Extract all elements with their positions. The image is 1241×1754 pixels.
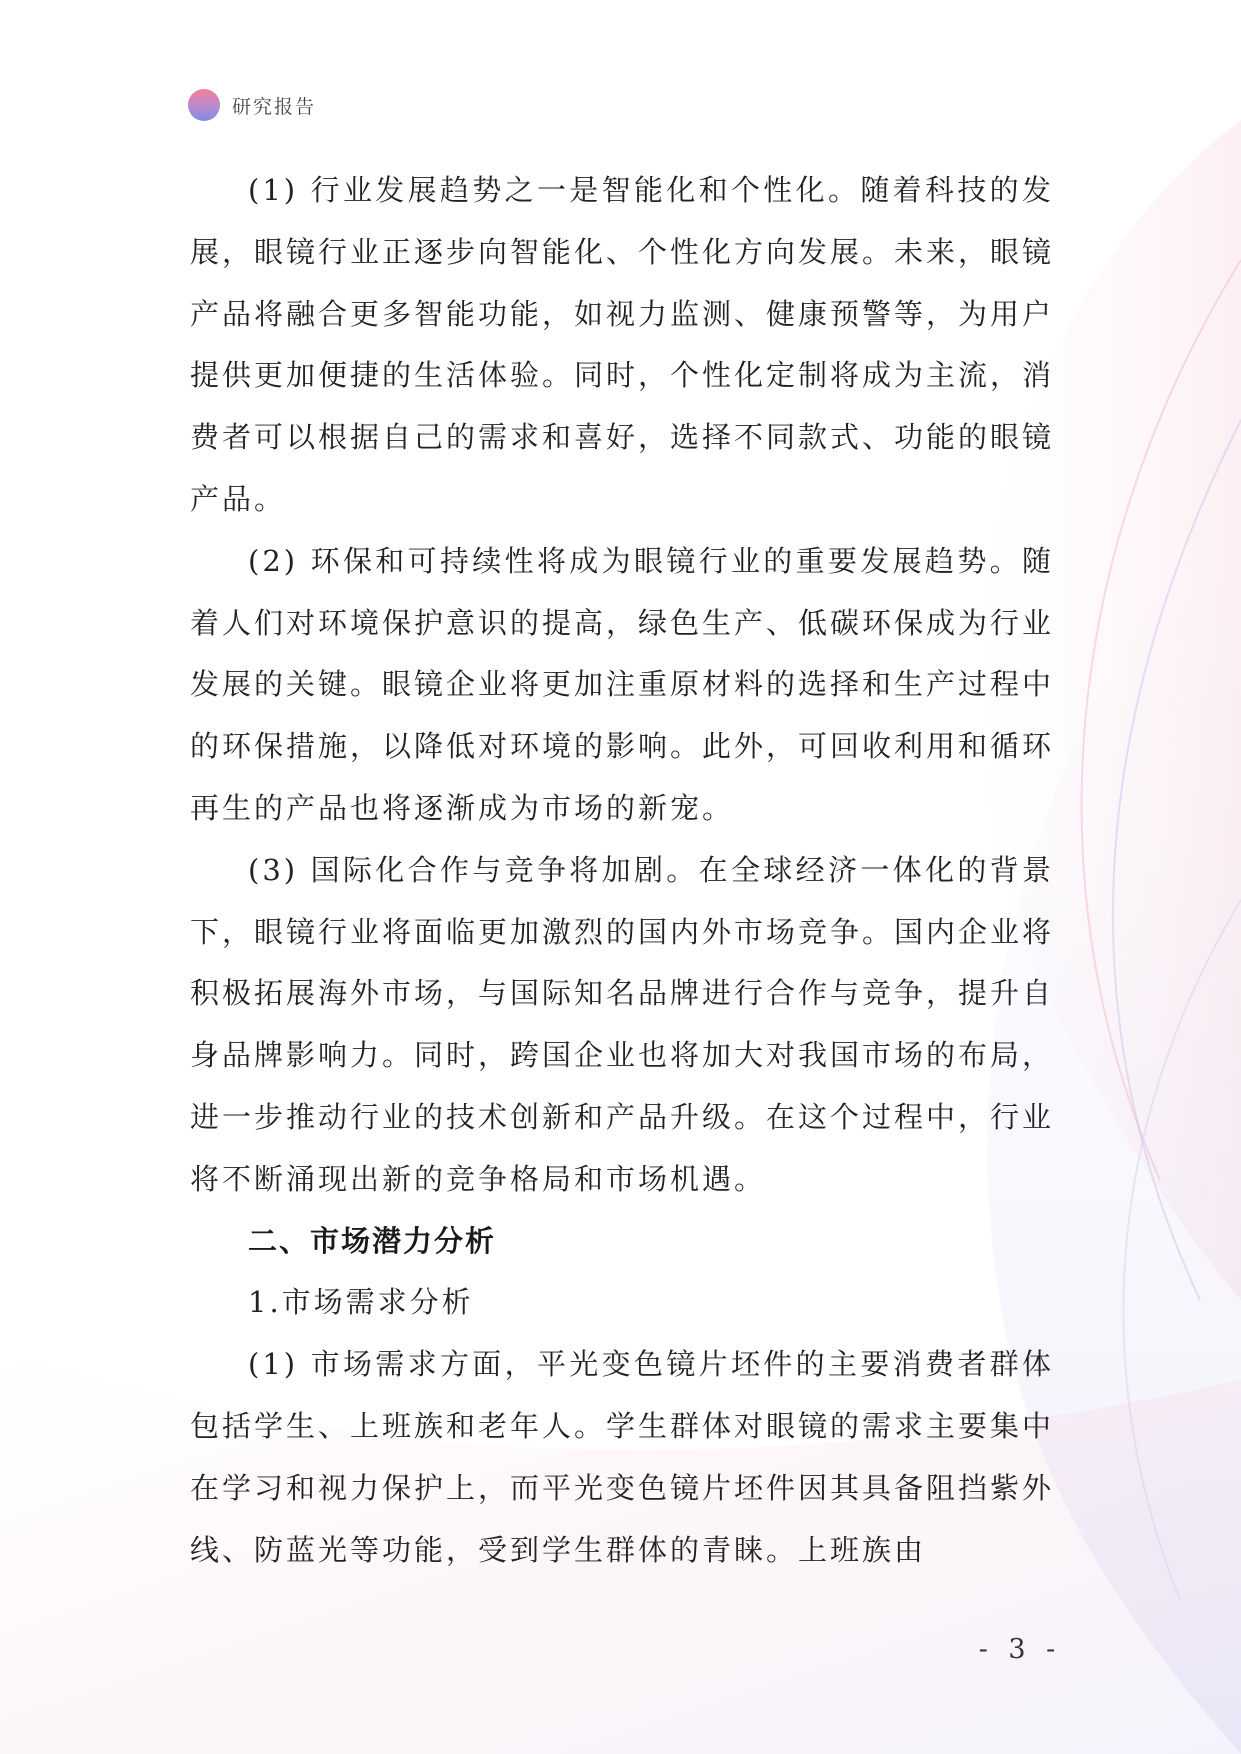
subsection-heading: 1.市场需求分析 (248, 1285, 474, 1320)
page-number: - 3 - (978, 1634, 1062, 1665)
paragraph-trend-2: (2) 环保和可持续性将成为眼镜行业的重要发展趋势。随着人们对环境保护意识的提高，绿色生产、低碳环保成为行业发展的关键。眼镜企业将更加注重原材料的选择和生产过程中的环保措施，以降低对环境的影响。此外，可回收利用和循环再生的产品也将逐渐成为市场的新宠。 (190, 543, 1055, 825)
paragraph-trend-1: (1) 行业发展趋势之一是智能化和个性化。随着科技的发展，眼镜行业正逐步向智能化、个性化方向发展。未来，眼镜产品将融合更多智能功能，如视力监测、健康预警等，为用户提供更加便捷的生活体验。同时，个性化定制将成为主流，消费者可以根据自己的需求和喜好，选择不同款式、功能的眼镜产品。 (190, 173, 1055, 516)
document-body (190, 160, 1054, 1581)
header-title: 研究报告 (232, 95, 317, 118)
paragraph-demand-1: (1) 市场需求方面，平光变色镜片坯件的主要消费者群体包括学生、上班族和老年人。学生群体对眼镜的需求主要集中在学习和视力保护上，而平光变色镜片坯件因其具备阻挡紫外线、防蓝光等功能，受到学生群体的青睐。上班族由 (190, 1347, 1055, 1567)
logo-circle-icon (188, 89, 220, 121)
paragraph-trend-3: (3) 国际化合作与竞争将加剧。在全球经济一体化的背景下，眼镜行业将面临更加激烈的国内外市场竞争。国内企业将积极拓展海外市场，与国际知名品牌进行合作与竞争，提升自身品牌影响力。同时，跨国企业也将加大对我国市场的布局，进一步推动行业的技术创新和产品升级。在这个过程中，行业将不断涌现出新的竞争格局和市场机遇。 (190, 852, 1055, 1196)
section-heading: 二、市场潜力分析 (248, 1223, 497, 1258)
report-header (188, 88, 316, 122)
